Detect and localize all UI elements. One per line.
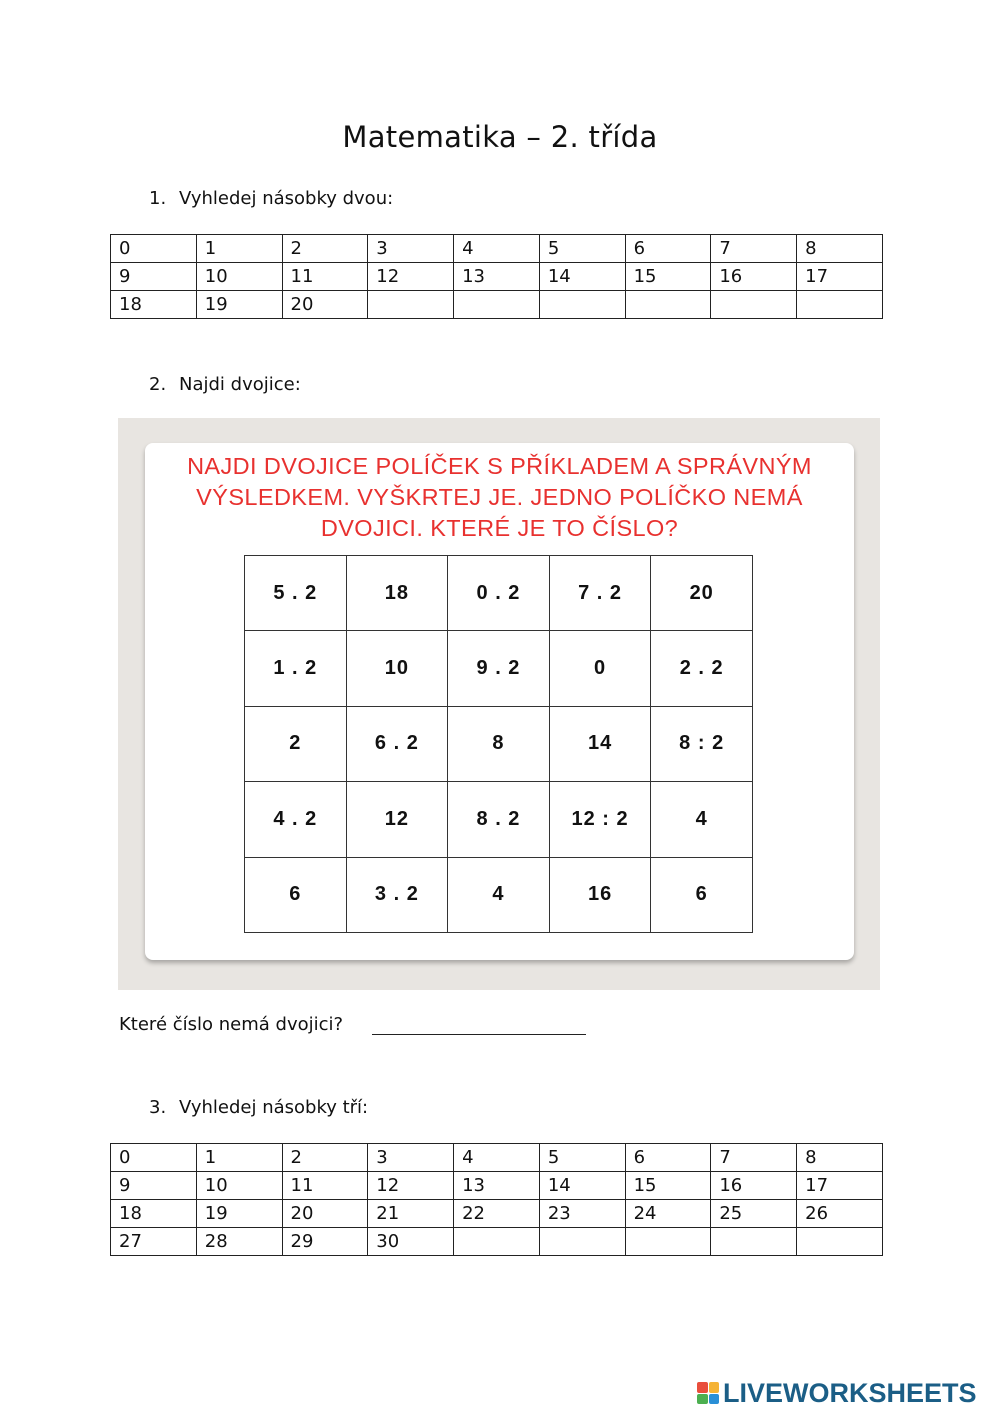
pair-cell[interactable]: 4 <box>448 857 550 932</box>
number-cell[interactable]: 20 <box>282 291 368 319</box>
pair-cell[interactable]: 9 . 2 <box>448 631 550 706</box>
number-cell[interactable]: 10 <box>196 263 282 291</box>
number-cell[interactable] <box>625 1228 711 1256</box>
number-cell[interactable]: 9 <box>111 1172 197 1200</box>
table-row <box>245 782 753 857</box>
card-heading-line: VÝSLEDKEM. VYŠKRTEJ JE. JEDNO POLÍČKO NEMÁ <box>196 484 803 510</box>
number-cell[interactable]: 7 <box>711 235 797 263</box>
table-row <box>245 556 753 631</box>
number-cell[interactable]: 12 <box>368 1172 454 1200</box>
number-cell[interactable]: 2 <box>282 235 368 263</box>
number-cell[interactable] <box>797 1228 883 1256</box>
number-cell[interactable]: 3 <box>368 1144 454 1172</box>
number-cell[interactable]: 10 <box>196 1172 282 1200</box>
number-cell[interactable] <box>454 291 540 319</box>
task3-label: Vyhledej násobky tří: <box>179 1097 369 1118</box>
number-cell[interactable]: 19 <box>196 291 282 319</box>
number-cell[interactable]: 0 <box>111 1144 197 1172</box>
number-cell[interactable]: 8 <box>797 235 883 263</box>
number-cell[interactable]: 6 <box>625 1144 711 1172</box>
table-row <box>245 631 753 706</box>
number-cell[interactable] <box>625 291 711 319</box>
number-cell[interactable]: 14 <box>539 263 625 291</box>
pair-cell[interactable]: 4 . 2 <box>245 782 347 857</box>
pair-cell[interactable]: 12 : 2 <box>549 782 651 857</box>
table-row <box>111 263 883 291</box>
pair-cell[interactable]: 7 . 2 <box>549 556 651 631</box>
liveworksheets-logo-icon <box>697 1382 719 1404</box>
pairs-panel <box>118 418 880 990</box>
number-cell[interactable]: 15 <box>625 1172 711 1200</box>
number-cell[interactable]: 4 <box>454 235 540 263</box>
pair-cell[interactable]: 12 <box>346 782 448 857</box>
pair-cell[interactable]: 10 <box>346 631 448 706</box>
pair-cell[interactable]: 20 <box>651 556 753 631</box>
table-row <box>111 235 883 263</box>
number-cell[interactable]: 25 <box>711 1200 797 1228</box>
pair-cell[interactable]: 4 <box>651 782 753 857</box>
number-cell[interactable]: 5 <box>539 1144 625 1172</box>
number-cell[interactable]: 5 <box>539 235 625 263</box>
table-row <box>111 1200 883 1228</box>
number-cell[interactable]: 6 <box>625 235 711 263</box>
task3-heading <box>149 1097 368 1118</box>
number-cell[interactable] <box>539 291 625 319</box>
pair-cell[interactable]: 0 <box>549 631 651 706</box>
number-cell[interactable]: 16 <box>711 1172 797 1200</box>
answer-blank[interactable] <box>372 1034 586 1035</box>
logo-square <box>709 1394 720 1405</box>
number-cell[interactable]: 0 <box>111 235 197 263</box>
card-heading-line: DVOJICI. KTERÉ JE TO ČÍSLO? <box>320 515 679 541</box>
number-cell[interactable]: 11 <box>282 1172 368 1200</box>
card-heading <box>145 451 854 544</box>
task3-number: 3. <box>149 1097 167 1118</box>
page-title: Matematika – 2. třída <box>342 120 658 154</box>
number-cell[interactable]: 13 <box>454 263 540 291</box>
pair-cell[interactable]: 6 <box>245 857 347 932</box>
table-row <box>111 1172 883 1200</box>
number-cell[interactable] <box>797 291 883 319</box>
number-cell[interactable]: 20 <box>282 1200 368 1228</box>
number-cell[interactable]: 18 <box>111 1200 197 1228</box>
number-cell[interactable]: 28 <box>196 1228 282 1256</box>
task2-label: Najdi dvojice: <box>179 374 301 395</box>
pair-cell[interactable]: 2 <box>245 706 347 781</box>
number-cell[interactable] <box>368 291 454 319</box>
number-cell[interactable]: 3 <box>368 235 454 263</box>
number-cell[interactable]: 13 <box>454 1172 540 1200</box>
logo-square <box>697 1382 708 1393</box>
number-cell[interactable]: 9 <box>111 263 197 291</box>
task2-heading <box>149 374 301 395</box>
pair-cell[interactable]: 0 . 2 <box>448 556 550 631</box>
number-cell[interactable] <box>539 1228 625 1256</box>
number-cell[interactable]: 17 <box>797 263 883 291</box>
number-cell[interactable]: 1 <box>196 235 282 263</box>
pairs-card <box>145 443 854 960</box>
brand-name: LIVEWORKSHEETS <box>723 1377 977 1408</box>
number-cell[interactable]: 14 <box>539 1172 625 1200</box>
unpaired-question: Které číslo nemá dvojici? <box>119 1014 344 1035</box>
pair-cell[interactable]: 16 <box>549 857 651 932</box>
number-cell[interactable]: 4 <box>454 1144 540 1172</box>
number-cell[interactable]: 22 <box>454 1200 540 1228</box>
table-row <box>111 291 883 319</box>
card-heading-line: NAJDI DVOJICE POLÍČEK S PŘÍKLADEM A SPRÁVNÝM <box>187 453 812 479</box>
task1-number: 1. <box>149 188 167 209</box>
number-cell[interactable]: 18 <box>111 291 197 319</box>
pair-cell[interactable]: 8 <box>448 706 550 781</box>
task1-heading <box>149 188 393 209</box>
number-cell[interactable]: 7 <box>711 1144 797 1172</box>
table-row <box>111 1144 883 1172</box>
number-cell[interactable]: 27 <box>111 1228 197 1256</box>
number-cell[interactable]: 30 <box>368 1228 454 1256</box>
number-cell[interactable]: 2 <box>282 1144 368 1172</box>
number-cell[interactable] <box>711 291 797 319</box>
number-cell[interactable]: 16 <box>711 263 797 291</box>
pair-cell[interactable]: 6 . 2 <box>346 706 448 781</box>
number-cell[interactable]: 11 <box>282 263 368 291</box>
pairs-grid <box>244 555 753 933</box>
task1-label: Vyhledej násobky dvou: <box>179 188 394 209</box>
pair-cell[interactable]: 5 . 2 <box>245 556 347 631</box>
number-cell[interactable]: 1 <box>196 1144 282 1172</box>
number-cell[interactable]: 8 <box>797 1144 883 1172</box>
number-cell[interactable]: 12 <box>368 263 454 291</box>
pair-cell[interactable]: 1 . 2 <box>245 631 347 706</box>
task3-number-table <box>110 1143 883 1256</box>
task1-number-table <box>110 234 883 319</box>
number-cell[interactable] <box>711 1228 797 1256</box>
pair-cell[interactable]: 2 . 2 <box>651 631 753 706</box>
pair-cell[interactable]: 8 : 2 <box>651 706 753 781</box>
number-cell[interactable]: 29 <box>282 1228 368 1256</box>
number-cell[interactable]: 19 <box>196 1200 282 1228</box>
logo-square <box>709 1382 720 1393</box>
table-row <box>245 857 753 932</box>
pair-cell[interactable]: 3 . 2 <box>346 857 448 932</box>
table-row <box>245 706 753 781</box>
number-cell[interactable]: 26 <box>797 1200 883 1228</box>
number-cell[interactable]: 17 <box>797 1172 883 1200</box>
liveworksheets-brand <box>697 1378 977 1408</box>
pair-cell[interactable]: 8 . 2 <box>448 782 550 857</box>
pair-cell[interactable]: 6 <box>651 857 753 932</box>
pair-cell[interactable]: 18 <box>346 556 448 631</box>
logo-square <box>697 1394 708 1405</box>
number-cell[interactable]: 23 <box>539 1200 625 1228</box>
task2-number: 2. <box>149 374 167 395</box>
number-cell[interactable] <box>454 1228 540 1256</box>
pair-cell[interactable]: 14 <box>549 706 651 781</box>
number-cell[interactable]: 15 <box>625 263 711 291</box>
number-cell[interactable]: 21 <box>368 1200 454 1228</box>
table-row <box>111 1228 883 1256</box>
number-cell[interactable]: 24 <box>625 1200 711 1228</box>
